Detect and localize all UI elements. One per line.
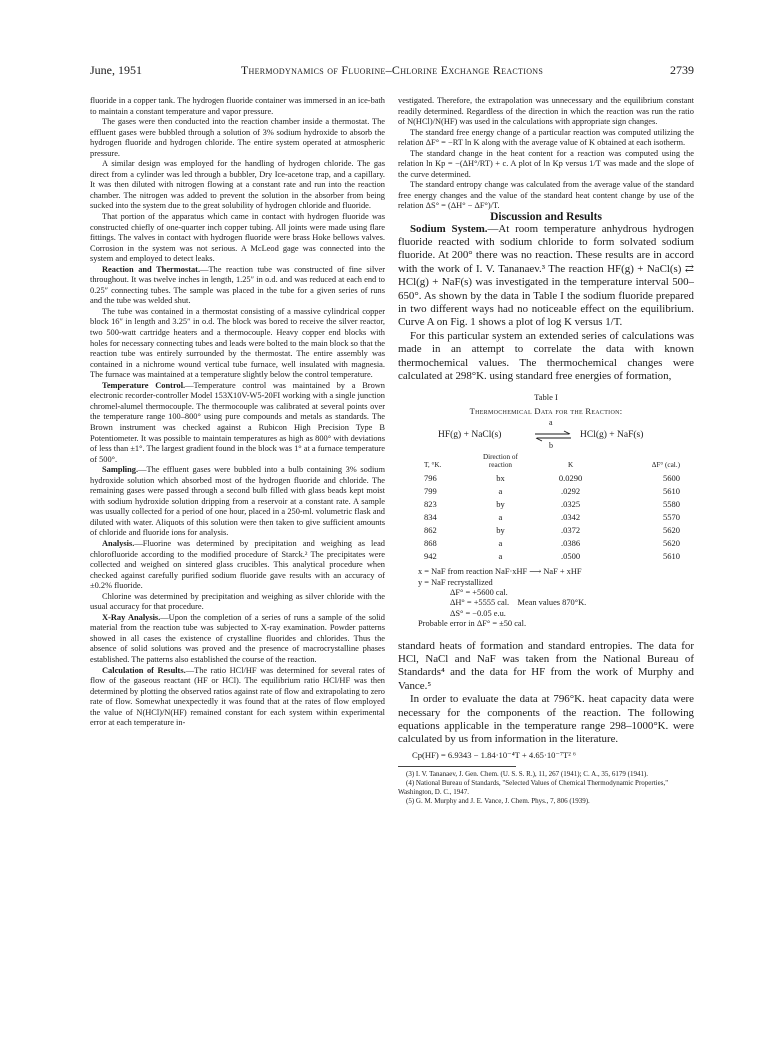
footnote: (5) G. M. Murphy and J. E. Vance, J. Chem. Phys., 7, 806 (1939).	[406, 797, 590, 806]
table-cell: bx	[496, 472, 505, 483]
note-delta-h-value: ΔH° = +5555 cal.	[450, 598, 510, 608]
note-probable-error: Probable error in ΔF° = ±50 cal.	[418, 619, 527, 629]
page-number: 2739	[670, 63, 694, 77]
section-heading: Discussion and Results	[490, 211, 602, 224]
paragraph: The gases were then conducted into the reaction chamber inside a thermostat. The effluent gases were bubbled through a solution of 3% sodium hydroxide to absorb the hydrogen fluoride and hydrogen chloride. The entire system operated at atmospheric pressure.	[90, 117, 385, 158]
paragraph: For this particular system an extended series of calculations was made in an attempt to correlate the data with known thermochemical values. The thermochemical changes were calculated at 298°K. using standard free energies of formation,	[398, 329, 694, 383]
paragraph	[90, 465, 385, 539]
footnote: (3) I. V. Tananaev, J. Gen. Chem. (U. S. S. R.), 11, 267 (1941); C. A., 35, 6179 (1941).	[406, 770, 649, 779]
column-header: K	[568, 461, 574, 470]
equilibrium-arrow-icon	[533, 421, 573, 451]
paragraph: The standard free energy change of a particular reaction was computed utilizing the relation ΔF° = −RT ln K along with the average value of K obtained at each isotherm.	[398, 127, 694, 148]
table-cell: .0292	[561, 485, 581, 496]
table-cell: 5580	[663, 498, 680, 509]
table-cell: by	[496, 498, 505, 509]
header-date: June, 1951	[90, 63, 142, 77]
paragraph: vestigated. Therefore, the extrapolation was unnecessary and the equilibrium constant readily determined. Regardless of the direction in which the reaction was run the ratio of N(HCl)/N(HF) was used in the calculations with appropriate sign changes.	[398, 96, 694, 127]
table-notes	[418, 567, 694, 629]
paragraph: That portion of the apparatus which came in contact with hydrogen fluoride was constructed chiefly of one-quarter inch copper tubing. All joints were made using flare fittings. The valves in contact with hydrogen fluoride were brass Hoke bellows valves. Corrosion in the system was not serious. A McLeod gage was connected into the system and employed to detect leaks.	[90, 212, 385, 264]
table-row	[418, 472, 694, 485]
header-title: Thermodynamics of Fluorine–Chlorine Exchange Reactions	[240, 63, 544, 77]
note-delta-h	[418, 598, 694, 608]
footnote-divider	[398, 766, 516, 767]
paragraph-heading: Sodium System.	[410, 222, 488, 235]
table-cell: 5620	[663, 525, 680, 536]
note-delta-f: ΔF° = +5600 cal.	[450, 588, 508, 597]
paragraph: A similar design was employed for the handling of hydrogen chloride. The gas direct from a cylinder was led through a bubbler, Dry Ice-acetone trap, and a capillary. It was then diluted with nitrogen flowing at a constant rate and run into the reaction chamber. The nitrogen was added to prevent the solution in the absorber from being sucked into the system due to the great solubility of hydrogen chloride and fluoride.	[90, 159, 385, 211]
paragraph-body: —Fluorine was determined by precipitation and weighing as lead chlorofluoride according to the modified procedure of Starck.² The precipitates were collected and weighed on sintered glass crucibles. This analytical procedure when checked against carefully purified sodium fluoride gave results with an accuracy of ±0.2% fluoride.	[90, 538, 385, 591]
table-row	[418, 511, 694, 524]
paragraph: standard heats of formation and standard entropies. The data for HCl, NaCl and NaF was taken from the National Bureau of Standards⁴ and the data for HF from the work of Murphy and Vance.⁵	[398, 639, 694, 692]
paragraph-body: —The reaction tube was constructed of fine silver throughout. It was twelve inches in length, 1.25″ in o.d. and was reduced at each end to 0.25″ connecting tubes. The sample was placed in the tube for a given series of runs and the tube was welded shut.	[90, 264, 385, 306]
table-cell: .0342	[561, 512, 581, 523]
table-row	[418, 537, 694, 550]
paragraph	[90, 265, 385, 307]
table-cell: 799	[424, 485, 437, 496]
table-row	[418, 498, 694, 511]
paragraph-heading: Analysis.	[102, 538, 135, 548]
table-cell: 0.0290	[558, 472, 583, 483]
paragraph-body: —Upon the completion of a series of runs a sample of the solid material from the reaction tube was subjected to X-ray examination. Powder patterns showed in all cases the existence of crystalline fluorides and chlorides. Thus the absence of solid solutions was proved and the presence of macrocrystalline phases established. The patterns also established the course of the reaction.	[90, 612, 385, 664]
table-cell: 868	[424, 538, 437, 549]
table-row	[418, 485, 694, 498]
note-mean-values: Mean values 870°K.	[517, 598, 587, 608]
table-row	[418, 550, 694, 563]
table-cell: 796	[424, 472, 437, 483]
right-column	[398, 96, 694, 806]
paragraph: The tube was contained in a thermostat consisting of a massive cylindrical copper block 16″ in length and 3.25″ in o.d. The block was bored to receive the silver reactor, two 500-watt cartridge heaters and a thermocouple. Heavy copper end blocks with holes for necessary connecting tubes and leads were bolted to the main block so that the reaction tube was entirely surrounded by the thermostat. The entire assembly was contained in a nichrome wound vertical tube furnace, well insulated with magnesia. The furnace was maintained at a temperature slightly below the control temperature.	[90, 306, 385, 380]
table-cell: 5610	[663, 551, 680, 562]
data-table	[418, 453, 694, 564]
arrow-label-top: a	[549, 417, 553, 427]
paragraph	[90, 539, 385, 592]
table-cell: 942	[424, 551, 437, 562]
paragraph-heading: Calculation of Results.	[102, 665, 186, 675]
running-header	[90, 63, 694, 79]
note-x: x = NaF from reaction NaF·xHF ⟶ NaF + xHF	[418, 567, 582, 577]
table-cell: 823	[424, 498, 437, 509]
table-cell: 5600	[663, 472, 680, 483]
table-cell: by	[496, 525, 505, 536]
paragraph-heading: Reaction and Thermostat.	[102, 264, 201, 274]
paragraph-body: —The ratio HCl/HF was determined for several rates of flow of the gaseous reactant (HF or HCl). The equilibrium ratio HCl/HF was then determined by plotting the observed ratios against rate of flow and extrapolating to zero rate of flow. Somewhat unexpectedly it was found that at the rates of flow employed the value of N(HCl)/N(HF) remained constant for each system within experimental error at each temperature in-	[90, 665, 386, 728]
table-cell: .0372	[561, 525, 581, 536]
arrow-label-bottom: b	[549, 440, 553, 450]
table-title: Table I	[534, 392, 558, 403]
paragraph: The standard change in the heat content for a reaction was computed using the relation ln Kp = −(ΔH°/RT) + c. A plot of ln Kp versus 1/T was made and the slope of the curve determined.	[398, 148, 694, 179]
table-cell: a	[498, 485, 503, 496]
table-cell: 834	[424, 512, 437, 523]
footnote: (4) National Bureau of Standards, "Selected Values of Chemical Thermodynamic Properties," Washington, D. C., 1947.	[398, 779, 669, 797]
note-y: y = NaF recrystallized	[418, 577, 493, 587]
paragraph-heading: Temperature Control.	[102, 380, 186, 390]
paragraph: In order to evaluate the data at 796°K. heat capacity data were necessary for the components of the reaction. The following equations applicable in the temperature range 298–1000°K. were calculated by us from information in the literature.	[398, 693, 694, 746]
reaction-rhs: HCl(g) + NaF(s)	[580, 429, 644, 440]
table-cell: 5620	[663, 538, 680, 549]
paragraph: fluoride in a copper tank. The hydrogen fluoride container was immersed in an ice-bath to maintain a constant temperature and vapor pressure.	[90, 96, 385, 116]
table-cell: .0325	[561, 498, 581, 509]
column-header: Direction of reaction	[482, 452, 518, 470]
paragraph-heading: Sampling.	[102, 465, 139, 475]
reaction-equation	[398, 419, 694, 453]
table-caption: Thermochemical Data for the Reaction:	[469, 405, 623, 416]
paragraph-body: —At room temperature anhydrous hydrogen fluoride reacted with sodium chloride to form solvated sodium fluoride. At 200° there was no reaction. These results are in accord with the work of I. V. Tananaev.³ The reaction HF(g) + NaCl(s) ⇄ HCl(g) + NaF(s) was investigated in the temperature interval 500–650°. As shown by the data in Table I the sodium fluoride prepared in two different ways had no noticeable effect on the equilibrium. Curve A on Fig. 1 shows a plot of log K versus 1/T.	[398, 222, 694, 329]
table-cell: .0386	[561, 538, 581, 549]
table-cell: 5570	[663, 512, 680, 523]
paragraph: Chlorine was determined by precipitation and weighing as silver chloride with the usual accuracy for that procedure.	[90, 591, 385, 612]
paragraph	[90, 613, 385, 666]
table-cell: .0500	[561, 551, 581, 562]
paragraph	[90, 381, 385, 465]
column-header: T, °K.	[424, 461, 442, 470]
table-cell: a	[498, 538, 503, 549]
reaction-lhs: HF(g) + NaCl(s)	[438, 429, 502, 440]
table-cell: 862	[424, 525, 437, 536]
table-cell: a	[498, 512, 503, 523]
paragraph	[90, 666, 385, 729]
left-column	[90, 96, 385, 729]
column-header: ΔF° (cal.)	[651, 461, 680, 470]
note-delta-s: ΔS° = −0.05 e.u.	[450, 608, 506, 618]
table-1	[398, 392, 694, 629]
table-row	[418, 524, 694, 537]
table-cell: 5610	[663, 485, 680, 496]
table-cell: a	[498, 551, 503, 562]
paragraph	[398, 223, 694, 330]
table-header-row	[418, 453, 694, 472]
paragraph: The standard entropy change was calculated from the average value of the standard free energy changes and the value of the standard heat content change by use of the relation ΔS° = (ΔH° − ΔF°)/T.	[398, 180, 694, 211]
heat-capacity-equation: Cp(HF) = 6.9343 − 1.84·10⁻⁴T + 4.65·10⁻⁷T² ⁶	[412, 749, 576, 760]
paragraph-body: —The effluent gases were bubbled into a bulb containing 3% sodium hydroxide solution which absorbed most of the hydrogen fluoride and chloride. The remaining gases were passed through a second bulb filled with glass beads kept moist with sodium hydroxide solution dripping from a reservoir at a constant rate. A sample was usually collected for a period of one hour, placed in a 250-ml. volumetric flask and diluted with water. Aliquots of this solution were then taken to give sufficient amounts of chloride and fluoride ions for analysis.	[90, 465, 385, 538]
paragraph-heading: X-Ray Analysis.	[102, 612, 161, 622]
paragraph-body: —Temperature control was maintained by a Brown electronic recorder-controller Model 153X10V-W5-20FI working with a single junction chromel-alumel thermocouple. The thermocouple was calibrated at several points over the temperature range 100–800° using pure compounds and metals as standards. The Brown instrument was checked against a Rubicon High Precision Type B Potentiometer. It was possible to maintain temperatures as high as 800° with deviations of less than ±1°. The largest gradient found in the block was 1° at a furnace temperature of 500°.	[90, 380, 385, 464]
